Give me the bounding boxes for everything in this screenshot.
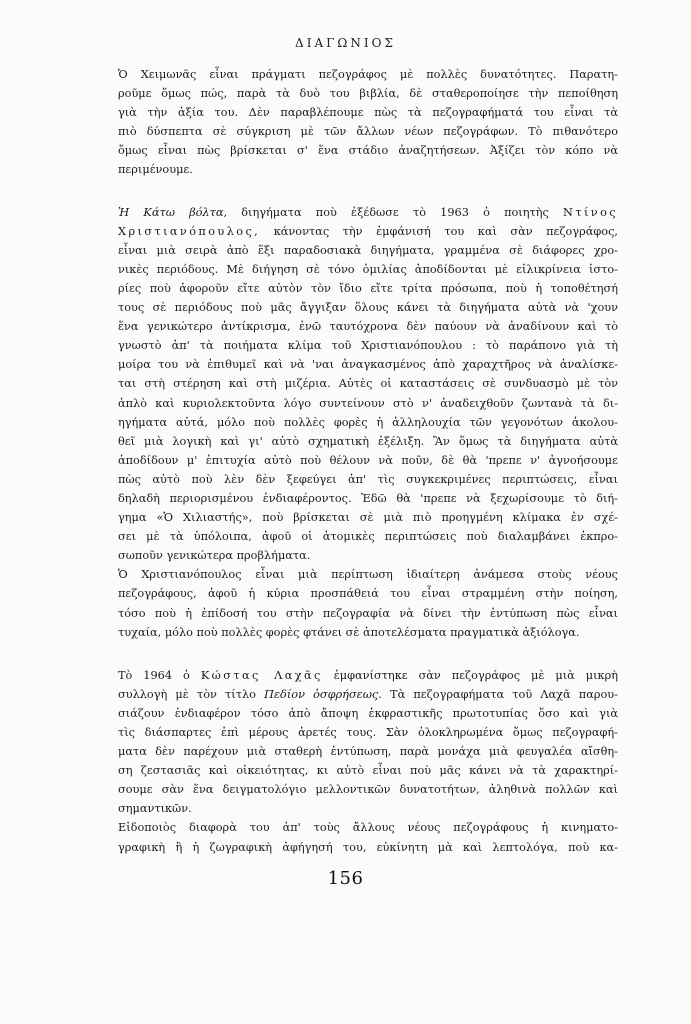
text-line	[118, 666, 618, 685]
text-line: δηλαδὴ περιορισμένου ἐνδιαφέροντος. Ἐδῶ θὰ 'πρεπε νὰ ξεχωρίσουμε τὸ διή-	[118, 491, 618, 505]
body-text	[118, 65, 618, 857]
text-line: πεζογράφους, ἀφοῦ ἡ κύρια προσπάθειά του εἶναι στραμμένη στὴν ποίηση,	[118, 587, 618, 601]
text-span: . Τὰ πεζογραφήματα τοῦ Λαχᾶ παρου-	[378, 687, 618, 701]
text-span: διηγήματα ποὺ ἐξέδωσε τὸ 1963 ὁ ποιητὴς	[227, 205, 564, 219]
text-span: ἐμφανίστηκε σὰν πεζογράφος μὲ μιὰ μικρὴ	[322, 668, 618, 682]
text-line: ται στὴ στέρηση καὶ στὴ μιζέρια. Αὐτὲς οἱ καταστάσεις σὲ συνδυασμὸ μὲ τὸν	[118, 377, 618, 391]
text-line: ἀποδίδουν μ' ἐπιτυχία αὐτὸ ποὺ θέλουν νὰ ποῦν, δὲ θὰ 'πρεπε ν' ἀγνοήσουμε	[118, 453, 618, 467]
text-line: ροῦμε ὅμως πώς, παρὰ τὰ δυὸ του βιβλία, δὲ σταθεροποίησε τὴν πεποίθηση	[118, 87, 618, 101]
text-line: μοίρα του νὰ ἐπιθυμεῖ καὶ νὰ 'ναι ἀναγκασμένος ἀπὸ χαραχτῆρος νὰ ἀναλίσκε-	[118, 358, 618, 372]
author-name: Χριστιανόπουλος,	[118, 224, 261, 238]
text-line: τόσο ποὺ ἡ ἐπίδοσή του στὴν πεζογραφία νὰ δίνει τὴν ἐντύπωση πὼς εἶναι	[118, 606, 618, 620]
text-line: γνωστὸ ἀπ' τὰ ποιήματα κλίμα τοῦ Χριστιανόπουλου : τὸ παράπονο γιὰ τὴ	[118, 339, 618, 353]
text-line: σει μὲ τὰ ὑπόλοιπα, ἀφοῦ οἱ ἀτομικὲς περιπτώσεις ποὺ διαλαμβάνει ἐκπρο-	[118, 530, 618, 544]
text-line: εἶναι μιὰ σειρὰ ἀπὸ ἕξι παραδοσιακὰ διηγήματα, γραμμένα σὲ διάφορες χρο-	[118, 243, 618, 257]
paragraph-christianopoulos	[118, 203, 618, 566]
text-line: Ὁ Χειμωνᾶς εἶναι πράγματι πεζογράφος μὲ πολλὲς δυνατότητες. Παρατη-	[118, 68, 618, 81]
paragraph-lachas-continued	[118, 818, 618, 856]
text-line: ἕνα γενικώτερο ἀντίκρισμα, ἐνῶ ταυτόχρονα δὲν παύουν νὰ ἀναδίνουν καὶ τὸ	[118, 320, 618, 334]
text-line: τυχαία, μόλο ποὺ πολλὲς φορὲς φτάνει σὲ ἀποτελέσματα πραγματικὰ ἀξιόλογα.	[118, 625, 580, 639]
text-line: ηγήματα αὐτά, μόλο ποὺ πολλὲς φορὲς ἡ ἀλληλουχία τῶν γεγονότων ἀκολου-	[118, 415, 618, 429]
text-line: σιάζουν ἐνδιαφέρον τόσο ἀπὸ ἄποψη ἐκφραστικῆς πρωτοτυπίας ὅσο καὶ γιὰ	[118, 706, 618, 720]
text-line: ὅμως εἶναι πὼς βρίσκεται σ' ἕνα στάδιο ἀναζητήσεων. Ἀξίζει τὸν κόπο νὰ	[118, 144, 618, 158]
text-line: πιὸ δύσπεπτα σὲ σύγκριση μὲ τῶν ἄλλων νέων πεζογράφων. Τὸ πιθανότερο	[118, 125, 618, 139]
text-line: ση ζεστασιᾶς καὶ οἰκειότητας, κι αὐτὸ εἶναι ποὺ μᾶς κάνει νὰ τὰ χαρακτηρί-	[118, 764, 618, 778]
text-line: γιὰ τὴν ἀξία του. Δὲν παραβλέπουμε πὼς τὰ πεζογραφήματά του εἶναι τὰ	[118, 106, 618, 120]
text-line: ρίες ποὺ ἀφοροῦν εἴτε αὐτὸν τὸν ἴδιο εἴτε τρίτα πρόσωπα, ποὺ ἡ τοποθέτησή	[118, 281, 618, 295]
paragraph-lachas	[118, 666, 618, 819]
text-line: θεῖ μιὰ λογικὴ καὶ γι' αὐτὸ σχηματικὴ ἐξέλιξη. Ἂν ὅμως τὰ διηγήματα αὐτὰ	[118, 434, 618, 448]
text-line: γραφικὴ ἢ ἡ ζωγραφικὴ ἀφήγησή του, εὐκίνητη μὰ καὶ λεπτολόγα, ποὺ κα-	[118, 840, 618, 854]
text-line: ματα δὲν παρέχουν μιὰ σταθερὴ ἐντύπωση, παρὰ μονάχα μιὰ φευγαλέα αἴσθη-	[118, 745, 618, 759]
text-line: νικὲς περιόδους. Μὲ διήγηση σὲ τόνο ὁμιλίας ἀποδίδονται μὲ εἰλικρίνεια ἱστο-	[118, 262, 618, 276]
text-line: Εἰδοποιὸς διαφορὰ του ἀπ' τοὺς ἄλλους νέους πεζογράφους ἡ κινηματο-	[118, 821, 618, 835]
text-span: Τὸ 1964 ὁ	[118, 668, 201, 682]
text-line: σωποῦν γενικώτερα προβλήματα.	[118, 549, 311, 563]
text-span: κάνοντας τὴν ἐμφάνισή του καὶ σὰν πεζογράφος,	[260, 224, 618, 238]
paragraph-gap	[118, 642, 618, 666]
text-line: πὼς αὐτὸ ποὺ λὲν δὲν ξεφεύγει ἀπ' τὶς συγκεκριμένες περιπτώσεις, εἶναι	[118, 472, 618, 486]
text-line: σημαντικῶν.	[118, 802, 192, 816]
running-head: ΔΙΑΓΩΝΙΟΣ	[295, 36, 396, 50]
text-line: τους σὲ περιόδους ποὺ μᾶς ἄγγιξαν ὅλους κάνει τὰ διηγήματα αὐτὰ νὰ 'χουν	[118, 301, 618, 315]
book-title: Ἡ Κάτω βόλτα,	[118, 205, 228, 219]
book-title: Πεδίον ὀσφρήσεως	[264, 687, 379, 701]
text-line: τὶς διάσπαρτες ἐπὶ μέρους ἀρετές τους. Σὰν ὁλοκληρωμένα ὅμως πεζογραφή-	[118, 726, 618, 739]
page-number: 156	[327, 868, 364, 889]
text-line: σουμε σὰν ἕνα δειγματολόγιο μελλοντικῶν δυνατοτήτων, ἀληθινὰ πολλῶν καὶ	[118, 783, 618, 797]
text-line	[118, 685, 618, 704]
text-line: περιμένουμε.	[118, 163, 193, 177]
paragraph-chimonas	[118, 65, 618, 180]
author-name: Ντίνος	[563, 205, 618, 219]
text-line: Ὁ Χριστιανόπουλος εἶναι μιὰ περίπτωση ἰδιαίτερη ἀνάμεσα στοὺς νέους	[118, 568, 618, 582]
text-span: συλλογὴ μὲ τὸν τίτλο	[118, 687, 265, 701]
text-line	[118, 203, 618, 222]
paragraph-christianopoulos-summary	[118, 565, 618, 641]
text-line	[118, 222, 618, 241]
paragraph-gap	[118, 180, 618, 203]
text-line: γημα «Ὁ Χιλιαστής», ποὺ βρίσκεται σὲ μιὰ πιὸ προηγμένη κλίμακα ἐν σχέ-	[118, 511, 618, 525]
text-line: ἁπλὸ καὶ κυριολεκτοῦντα λόγο συντείνουν στὸ ν' ἀναδειχθοῦν ζωντανὰ τὰ δι-	[118, 396, 618, 410]
author-name: Κώστας Λαχᾶς	[200, 668, 323, 682]
